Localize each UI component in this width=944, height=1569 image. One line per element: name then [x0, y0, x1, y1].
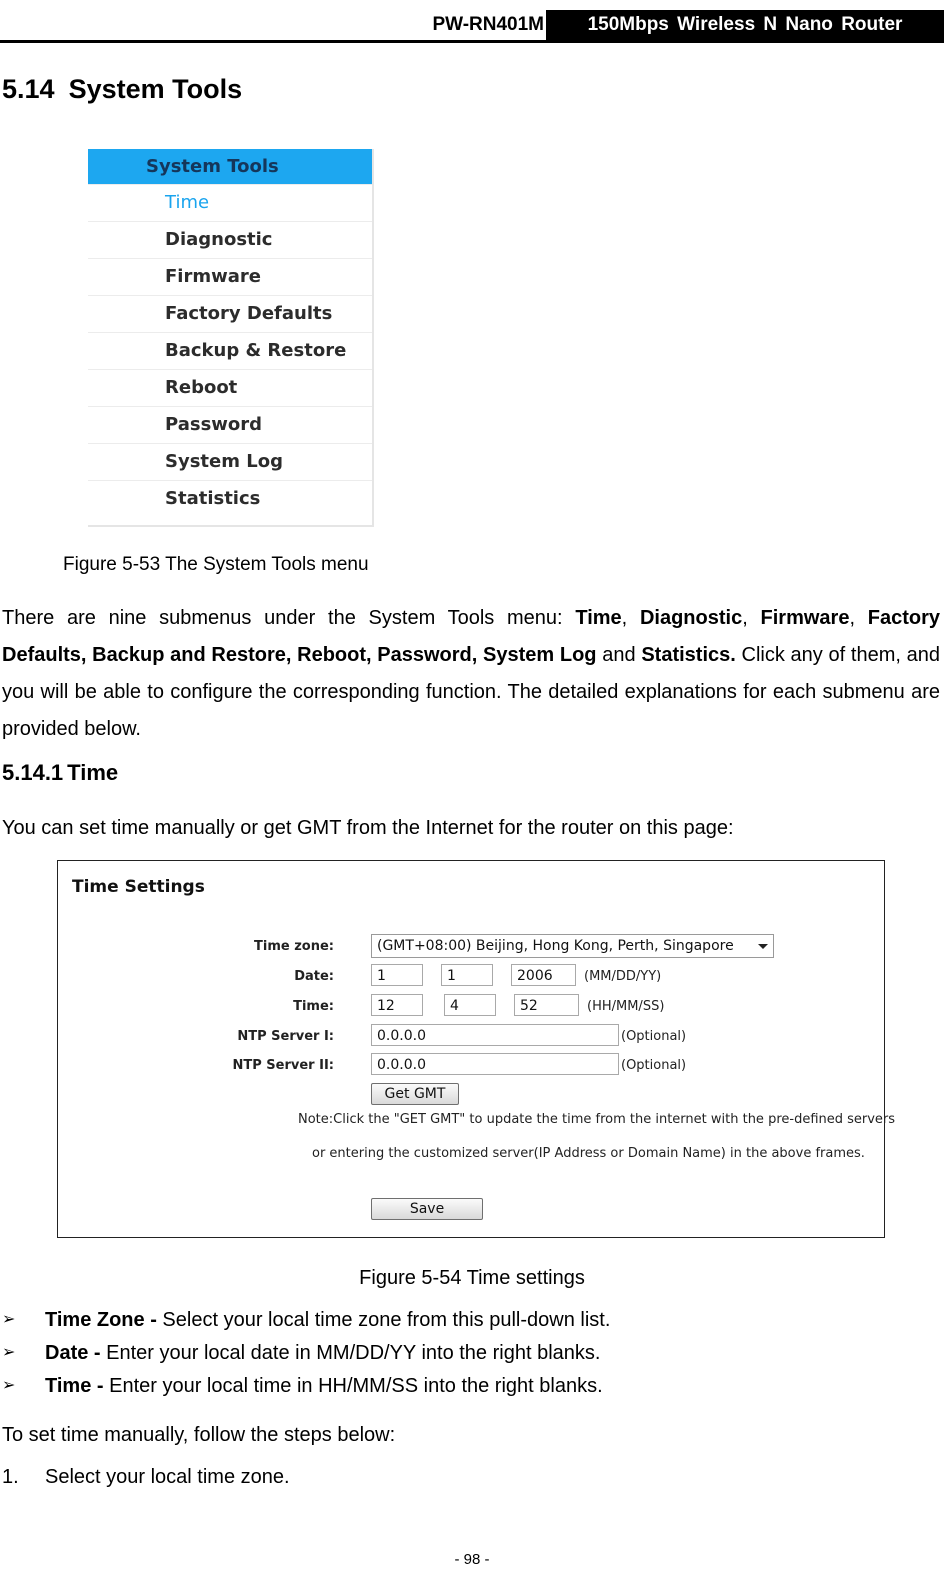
- bullet-term: Time -: [45, 1375, 104, 1397]
- intro-comma: ,: [742, 607, 761, 629]
- bullet-text: Enter your local time in HH/MM/SS into the right blanks.: [103, 1375, 603, 1397]
- subsection-title: Time: [67, 760, 119, 785]
- bullet-text: Select your local time zone from this pull-down list.: [156, 1309, 611, 1331]
- page-header: [0, 10, 944, 43]
- time-minute-input[interactable]: 4: [444, 994, 496, 1016]
- menu-item-firmware[interactable]: Firmware: [88, 258, 372, 295]
- note-line-1: Note:Click the "GET GMT" to update the time from the internet with the pre-defined servers: [298, 1112, 896, 1127]
- intro-text-end: Click any of them, and you will be able to configure the corresponding function. The detailed explanations for each submenu are provided below.: [2, 644, 940, 740]
- save-button[interactable]: Save: [371, 1198, 483, 1220]
- time-zone-select[interactable]: [371, 934, 774, 958]
- figure-caption-53: Figure 5-53 The System Tools menu: [63, 554, 369, 575]
- bullet-arrow-icon: ➢: [2, 1377, 16, 1394]
- time-second-input[interactable]: 52: [514, 994, 579, 1016]
- time-intro: You can set time manually or get GMT from the Internet for the router on this page:: [2, 817, 734, 839]
- menu-item-password[interactable]: Password: [88, 406, 372, 443]
- subsection-heading: [2, 760, 118, 786]
- intro-term-diagnostic: Diagnostic: [639, 607, 743, 629]
- bullet-arrow-icon: ➢: [2, 1311, 16, 1328]
- ntp-server-2-hint: (Optional): [621, 1058, 687, 1073]
- time-zone-value: (GMT+08:00) Beijing, Hong Kong, Perth, Singapore: [377, 938, 734, 954]
- ntp-server-2-input[interactable]: 0.0.0.0: [371, 1053, 619, 1075]
- section-title: System Tools: [68, 74, 243, 104]
- intro-text: There are nine submenus under the System Tools menu:: [2, 607, 576, 629]
- menu-item-diagnostic[interactable]: Diagnostic: [88, 221, 372, 258]
- panel-title: Time Settings: [72, 877, 205, 897]
- bullet-arrow-icon: ➢: [2, 1344, 16, 1361]
- subsection-number: 5.14.1: [2, 760, 64, 785]
- intro-term-time: Time: [575, 607, 622, 629]
- time-zone-label: Time zone:: [254, 939, 334, 954]
- menu-item-time[interactable]: Time: [88, 184, 372, 221]
- section-heading: [2, 74, 242, 105]
- menu-item-factory-defaults[interactable]: Factory Defaults: [88, 295, 372, 332]
- intro-comma: ,: [621, 607, 640, 629]
- menu-item-reboot[interactable]: Reboot: [88, 369, 372, 406]
- intro-paragraph: [2, 600, 940, 748]
- date-label: Date:: [294, 969, 334, 984]
- bullet-text: Enter your local date in MM/DD/YY into the right blanks.: [100, 1342, 601, 1364]
- header-product: 150Mbps Wireless N Nano Router: [546, 10, 944, 40]
- time-settings-panel: [57, 860, 896, 1238]
- step-number: 1.: [2, 1466, 19, 1488]
- step-1: [2, 1466, 290, 1489]
- menu-item-system-log[interactable]: System Log: [88, 443, 372, 480]
- intro-comma: ,: [849, 607, 868, 629]
- ntp-server-1-hint: (Optional): [621, 1029, 687, 1044]
- figure-caption-54: Figure 5-54 Time settings: [359, 1267, 585, 1289]
- menu-item-backup-restore[interactable]: Backup & Restore: [88, 332, 372, 369]
- note-line-2: or entering the customized server(IP Address or Domain Name) in the above frames.: [312, 1146, 865, 1161]
- intro-and: and: [596, 644, 642, 666]
- date-day-input[interactable]: 1: [441, 964, 493, 986]
- intro-term-statistics: Statistics.: [641, 644, 736, 666]
- ntp-server-2-label: NTP Server II:: [232, 1058, 334, 1073]
- ntp-server-1-input[interactable]: 0.0.0.0: [371, 1024, 619, 1046]
- menu-item-statistics[interactable]: Statistics: [88, 480, 372, 517]
- dropdown-arrow-icon: [758, 944, 768, 949]
- time-label: Time:: [293, 999, 334, 1014]
- header-model: PW-RN401M: [432, 14, 544, 35]
- date-format-hint: (MM/DD/YY): [584, 969, 662, 984]
- bullet-term: Date -: [45, 1342, 101, 1364]
- ntp-server-1-label: NTP Server I:: [237, 1029, 334, 1044]
- get-gmt-button[interactable]: Get GMT: [371, 1083, 459, 1105]
- date-year-input[interactable]: 2006: [511, 964, 576, 986]
- step-text: Select your local time zone.: [45, 1466, 290, 1488]
- page-number: - 98 -: [454, 1551, 490, 1568]
- section-number: 5.14: [2, 74, 55, 104]
- time-format-hint: (HH/MM/SS): [587, 999, 665, 1014]
- system-tools-menu: [88, 149, 374, 527]
- menu-heading: System Tools: [88, 149, 372, 184]
- bullet-term: Time Zone -: [45, 1309, 157, 1331]
- steps-intro: To set time manually, follow the steps below:: [2, 1424, 396, 1446]
- date-month-input[interactable]: 1: [371, 964, 423, 986]
- intro-term-firmware: Firmware: [760, 607, 850, 629]
- time-hour-input[interactable]: 12: [371, 994, 423, 1016]
- intro-term-list: Factory Defaults, Backup and Restore, Reboot, Password, System Log: [2, 607, 940, 666]
